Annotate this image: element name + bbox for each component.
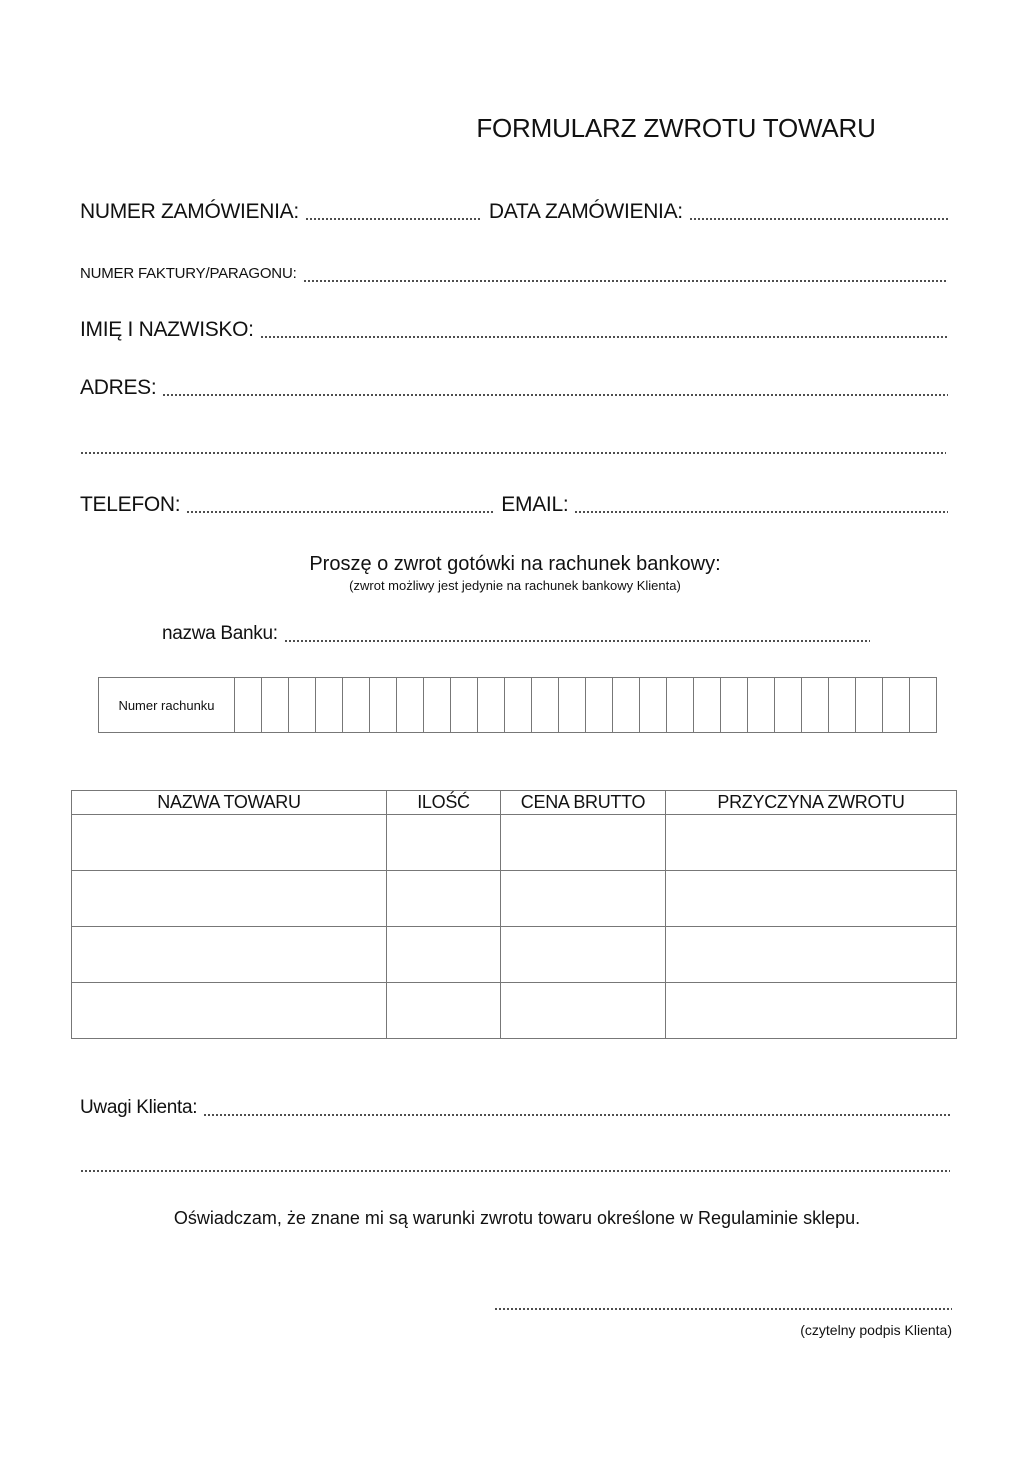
account-digit-cell[interactable] <box>451 678 478 732</box>
bank-name-label: nazwa Banku: <box>162 623 278 644</box>
account-digit-cell[interactable] <box>289 678 316 732</box>
remarks-field-line-2[interactable] <box>80 1170 950 1172</box>
column-header-return-reason: PRZYCZYNA ZWROTU <box>666 791 957 815</box>
gross-price-cell[interactable] <box>501 983 666 1039</box>
email-field[interactable] <box>574 511 948 513</box>
address-row-2 <box>80 434 946 458</box>
return-reason-cell[interactable] <box>666 927 957 983</box>
order-number-field[interactable] <box>305 218 481 220</box>
item-name-cell[interactable] <box>72 871 387 927</box>
table-row <box>72 815 957 871</box>
signature-field[interactable] <box>494 1308 952 1310</box>
account-digit-cell[interactable] <box>235 678 262 732</box>
account-digit-cell[interactable] <box>316 678 343 732</box>
refund-request-text: Proszę o zwrot gotówki na rachunek bankowy: <box>309 553 721 575</box>
remarks-row <box>80 1096 950 1120</box>
order-number-label: NUMER ZAMÓWIENIA: <box>80 200 299 223</box>
gross-price-cell[interactable] <box>501 815 666 871</box>
account-digit-cell[interactable] <box>613 678 640 732</box>
address-label: ADRES: <box>80 376 157 399</box>
returned-items-table <box>71 790 957 1039</box>
account-digit-cell[interactable] <box>721 678 748 732</box>
account-digit-cell[interactable] <box>802 678 829 732</box>
account-digit-cell[interactable] <box>775 678 802 732</box>
gross-price-cell[interactable] <box>501 927 666 983</box>
account-digit-cell[interactable] <box>748 678 775 732</box>
refund-note: (zwrot możliwy jest jedynie na rachunek bankowy Klienta) <box>349 578 681 593</box>
account-digit-cell[interactable] <box>559 678 586 732</box>
return-reason-cell[interactable] <box>666 815 957 871</box>
terms-statement: Oświadczam, że znane mi są warunki zwrotu towaru określone w Regulaminie sklepu. <box>173 1208 861 1228</box>
quantity-cell[interactable] <box>387 815 501 871</box>
account-number-box <box>98 677 937 733</box>
email-label: EMAIL: <box>501 493 569 516</box>
item-name-cell[interactable] <box>72 983 387 1039</box>
table-row <box>72 871 957 927</box>
remarks-row-2 <box>80 1152 950 1176</box>
return-reason-cell[interactable] <box>666 983 957 1039</box>
invoice-row <box>80 262 948 286</box>
column-header-quantity: ILOŚĆ <box>387 791 501 815</box>
address-field-line-2[interactable] <box>80 452 946 454</box>
account-digit-cell[interactable] <box>667 678 694 732</box>
gross-price-cell[interactable] <box>501 871 666 927</box>
address-row <box>80 376 948 400</box>
column-header-item-name: NAZWA TOWARU <box>72 791 387 815</box>
column-header-gross-price: CENA BRUTTO <box>501 791 666 815</box>
phone-field[interactable] <box>186 511 493 513</box>
account-digit-cell[interactable] <box>910 678 936 732</box>
account-digit-cell[interactable] <box>478 678 505 732</box>
quantity-cell[interactable] <box>387 983 501 1039</box>
contact-row <box>80 493 948 517</box>
account-digit-cell[interactable] <box>694 678 721 732</box>
account-digit-cell[interactable] <box>532 678 559 732</box>
item-name-cell[interactable] <box>72 927 387 983</box>
account-digit-cell[interactable] <box>883 678 910 732</box>
remarks-field[interactable] <box>203 1114 950 1116</box>
account-digit-cell[interactable] <box>505 678 532 732</box>
form-title: FORMULARZ ZWROTU TOWARU <box>476 113 876 143</box>
invoice-number-field[interactable] <box>303 280 948 282</box>
account-digit-cells <box>235 678 936 732</box>
account-digit-cell[interactable] <box>640 678 667 732</box>
name-row <box>80 318 948 342</box>
table-row <box>72 927 957 983</box>
address-field[interactable] <box>162 394 948 396</box>
bank-name-field[interactable] <box>284 640 870 642</box>
table-row <box>72 983 957 1039</box>
remarks-label: Uwagi Klienta: <box>80 1097 198 1118</box>
quantity-cell[interactable] <box>387 871 501 927</box>
return-reason-cell[interactable] <box>666 871 957 927</box>
account-digit-cell[interactable] <box>856 678 883 732</box>
account-digit-cell[interactable] <box>397 678 424 732</box>
signature-caption: (czytelny podpis Klienta) <box>800 1322 952 1338</box>
account-number-label: Numer rachunku <box>99 678 235 732</box>
order-info-row <box>80 200 948 224</box>
account-digit-cell[interactable] <box>586 678 613 732</box>
order-date-label: DATA ZAMÓWIENIA: <box>488 200 683 223</box>
phone-label: TELEFON: <box>80 493 181 516</box>
full-name-label: IMIĘ I NAZWISKO: <box>80 318 254 341</box>
quantity-cell[interactable] <box>387 927 501 983</box>
table-header-row <box>72 791 957 815</box>
full-name-field[interactable] <box>260 336 948 338</box>
bank-row <box>162 622 870 646</box>
account-digit-cell[interactable] <box>370 678 397 732</box>
order-date-field[interactable] <box>689 218 948 220</box>
account-digit-cell[interactable] <box>829 678 856 732</box>
item-name-cell[interactable] <box>72 815 387 871</box>
account-digit-cell[interactable] <box>262 678 289 732</box>
invoice-number-label: NUMER FAKTURY/PARAGONU: <box>80 265 297 282</box>
account-digit-cell[interactable] <box>424 678 451 732</box>
account-digit-cell[interactable] <box>343 678 370 732</box>
